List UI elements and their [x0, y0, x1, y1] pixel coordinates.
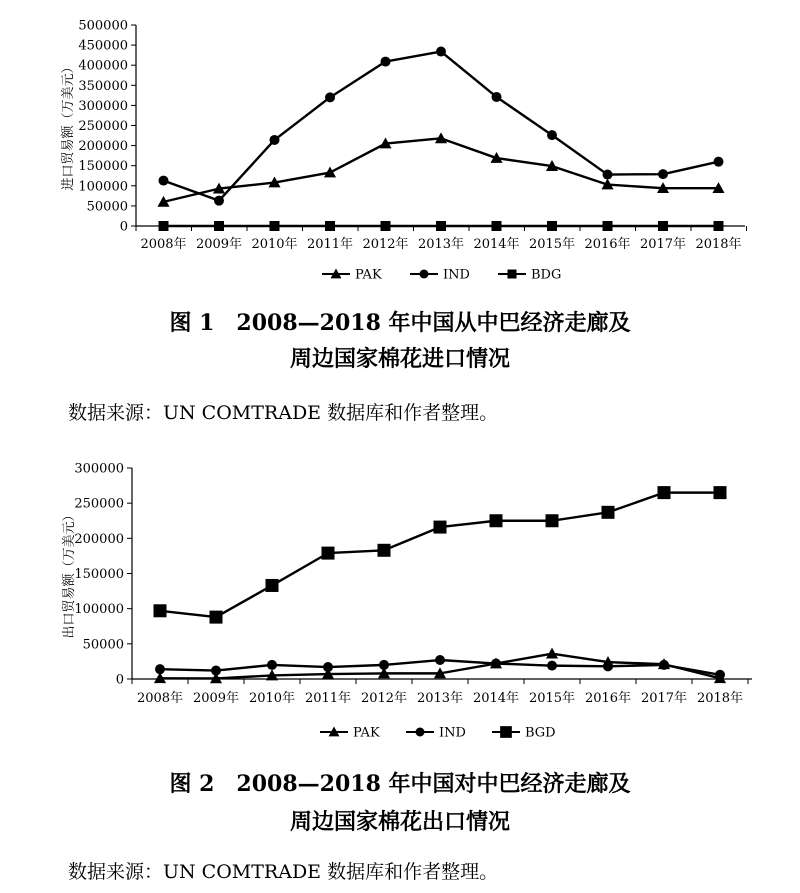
chart-1-series-bdg-point: [492, 221, 502, 231]
chart-1-series-bdg-point: [214, 221, 224, 231]
chart-2-legend-ind-marker: [416, 728, 425, 737]
chart-1-series-bdg-point: [270, 221, 280, 231]
chart-2-y-tick-label: 300000: [74, 461, 124, 477]
chart-2-legend-pak-label: PAK: [353, 725, 380, 741]
chart-1-caption-line-1: 图 1 2008—2018 年中国从中巴经济走廊及: [169, 310, 631, 336]
chart-2-y-tick-label: 0: [115, 672, 124, 688]
chart-2-series-ind-point: [267, 660, 277, 670]
chart-1-y-tick-label: 50000: [86, 199, 128, 215]
chart-1-legend-bdg-marker: [508, 270, 517, 279]
chart-2-series-ind-point: [659, 660, 669, 670]
chart-2-series-bgd-point: [154, 604, 167, 617]
chart-2-x-tick-label: 2012年: [360, 691, 408, 706]
chart-1-y-tick-label: 150000: [78, 159, 128, 175]
chart-2-series-ind-point: [323, 662, 333, 672]
chart-2-series-bgd-point: [266, 579, 279, 592]
chart-1-container: [0, 0, 800, 300]
chart-1-y-tick-label: 300000: [78, 98, 128, 114]
chart-2-series-ind-point: [715, 670, 725, 680]
chart-2-series-bgd-point: [714, 486, 727, 499]
chart-2-y-tick-label: 50000: [82, 637, 124, 653]
chart-2-series-ind-point: [491, 659, 501, 669]
chart-2-series-bgd-point: [658, 486, 671, 499]
chart-1-series-ind-point: [159, 176, 169, 186]
chart-1-series-bdg-point: [603, 221, 613, 231]
chart-1-y-tick-label: 0: [119, 219, 128, 235]
chart-1-x-tick-label: 2014年: [473, 237, 520, 252]
chart-2-series-bgd-point: [490, 514, 503, 527]
chart-2-x-tick-label: 2009年: [192, 691, 240, 706]
chart-1-series-ind-point: [492, 92, 502, 102]
chart-1-x-tick-label: 2018年: [695, 237, 742, 252]
chart-2-caption-line-1: 图 2 2008—2018 年中国对中巴经济走廊及: [169, 771, 631, 797]
chart-2-source: 数据来源：UN COMTRADE 数据库和作者整理。: [68, 861, 499, 883]
chart-2-y-axis-title: 出口贸易额（万美元）: [62, 508, 77, 639]
chart-1-x-tick-label: 2011年: [306, 237, 354, 252]
chart-1-series-ind-point: [714, 157, 724, 167]
chart-1-series-ind-point: [214, 196, 224, 206]
export-line-chart: [0, 452, 800, 752]
chart-2-series-pak-point: [546, 648, 558, 659]
chart-1-series-ind-point: [325, 92, 335, 102]
chart-2-legend-bgd-marker: [500, 726, 512, 738]
chart-2-x-tick-label: 2011年: [304, 691, 352, 706]
chart-2-x-tick-label: 2017年: [640, 691, 688, 706]
chart-1-series-bdg-point: [714, 221, 724, 231]
chart-2-series-ind-point: [211, 666, 221, 676]
chart-1-x-tick-label: 2015年: [528, 237, 576, 252]
chart-2-legend-bgd-label: BGD: [525, 725, 556, 741]
chart-2-series-bgd-point: [546, 514, 559, 527]
chart-1-x-tick-label: 2017年: [639, 237, 687, 252]
chart-1-legend-ind-label: IND: [443, 267, 470, 283]
chart-1-series-ind-point: [381, 57, 391, 67]
chart-1-series-ind-point: [603, 170, 613, 180]
chart-1-series-ind-line: [164, 52, 719, 201]
chart-2-series-bgd-point: [378, 544, 391, 557]
chart-2-series-bgd-point: [322, 547, 335, 560]
chart-2-series-ind-point: [435, 655, 445, 665]
chart-1-series-bdg-point: [159, 221, 169, 231]
import-line-chart: [0, 0, 800, 300]
chart-2-series-ind-point: [155, 664, 165, 674]
chart-1-y-tick-label: 450000: [78, 38, 128, 54]
chart-2-x-tick-label: 2010年: [248, 691, 296, 706]
chart-1-legend-bdg-label: BDG: [531, 267, 562, 283]
chart-2-series-bgd-line: [160, 493, 720, 617]
chart-1-series-ind-point: [270, 135, 280, 145]
chart-1-series-ind-point: [547, 130, 557, 140]
chart-2-series-bgd-point: [434, 521, 447, 534]
chart-2-x-tick-label: 2018年: [696, 691, 744, 706]
chart-2-x-tick-label: 2008年: [136, 691, 184, 706]
chart-1-y-tick-label: 250000: [78, 119, 128, 134]
chart-2-series-bgd-point: [602, 506, 615, 519]
chart-2-x-tick-label: 2015年: [528, 691, 576, 706]
chart-1-x-tick-label: 2013年: [417, 237, 465, 252]
chart-2-y-tick-label: 150000: [74, 567, 124, 582]
chart-1-x-tick-label: 2010年: [251, 237, 298, 252]
chart-1-x-tick-label: 2009年: [195, 237, 243, 252]
chart-1-series-bdg-point: [325, 221, 335, 231]
chart-2-caption-line-2: 周边国家棉花出口情况: [289, 809, 510, 835]
chart-2-y-tick-label: 200000: [74, 531, 124, 547]
chart-1-y-axis-title: 进口贸易额（万美元）: [61, 60, 76, 191]
chart-1-x-tick-label: 2012年: [362, 237, 409, 252]
chart-2-y-tick-label: 100000: [74, 602, 124, 618]
chart-1-x-tick-label: 2016年: [584, 237, 631, 252]
chart-1-series-ind-point: [658, 169, 668, 179]
chart-1-series-ind-point: [436, 47, 446, 57]
chart-1-legend-ind-marker: [420, 270, 429, 279]
chart-1-series-bdg-point: [381, 221, 391, 231]
chart-1-series-bdg-point: [436, 221, 446, 231]
chart-1-y-tick-label: 350000: [78, 78, 128, 94]
chart-1-series-bdg-point: [658, 221, 668, 231]
chart-2-series-bgd-point: [210, 611, 223, 624]
chart-2-x-tick-label: 2014年: [472, 691, 520, 706]
chart-1-y-tick-label: 200000: [78, 139, 128, 155]
chart-2-x-tick-label: 2013年: [416, 691, 464, 706]
chart-1-legend-pak-label: PAK: [355, 267, 382, 283]
chart-1-y-tick-label: 500000: [78, 18, 128, 34]
chart-1-series-bdg-point: [547, 221, 557, 231]
chart-1-caption-line-2: 周边国家棉花进口情况: [289, 346, 510, 372]
chart-1-y-tick-label: 100000: [78, 179, 128, 195]
chart-2-x-tick-label: 2016年: [584, 691, 632, 706]
chart-2-y-tick-label: 250000: [74, 496, 124, 512]
chart-2-series-ind-point: [379, 660, 389, 670]
chart-2-series-ind-point: [547, 661, 557, 671]
chart-1-series-pak-point: [324, 166, 336, 177]
chart-2-container: [0, 452, 800, 752]
chart-2-legend-ind-label: IND: [439, 725, 466, 741]
chart-1-source: 数据来源：UN COMTRADE 数据库和作者整理。: [68, 402, 499, 424]
chart-1-y-tick-label: 400000: [78, 58, 128, 74]
chart-2-series-ind-point: [603, 661, 613, 671]
chart-1-x-tick-label: 2008年: [140, 237, 187, 252]
